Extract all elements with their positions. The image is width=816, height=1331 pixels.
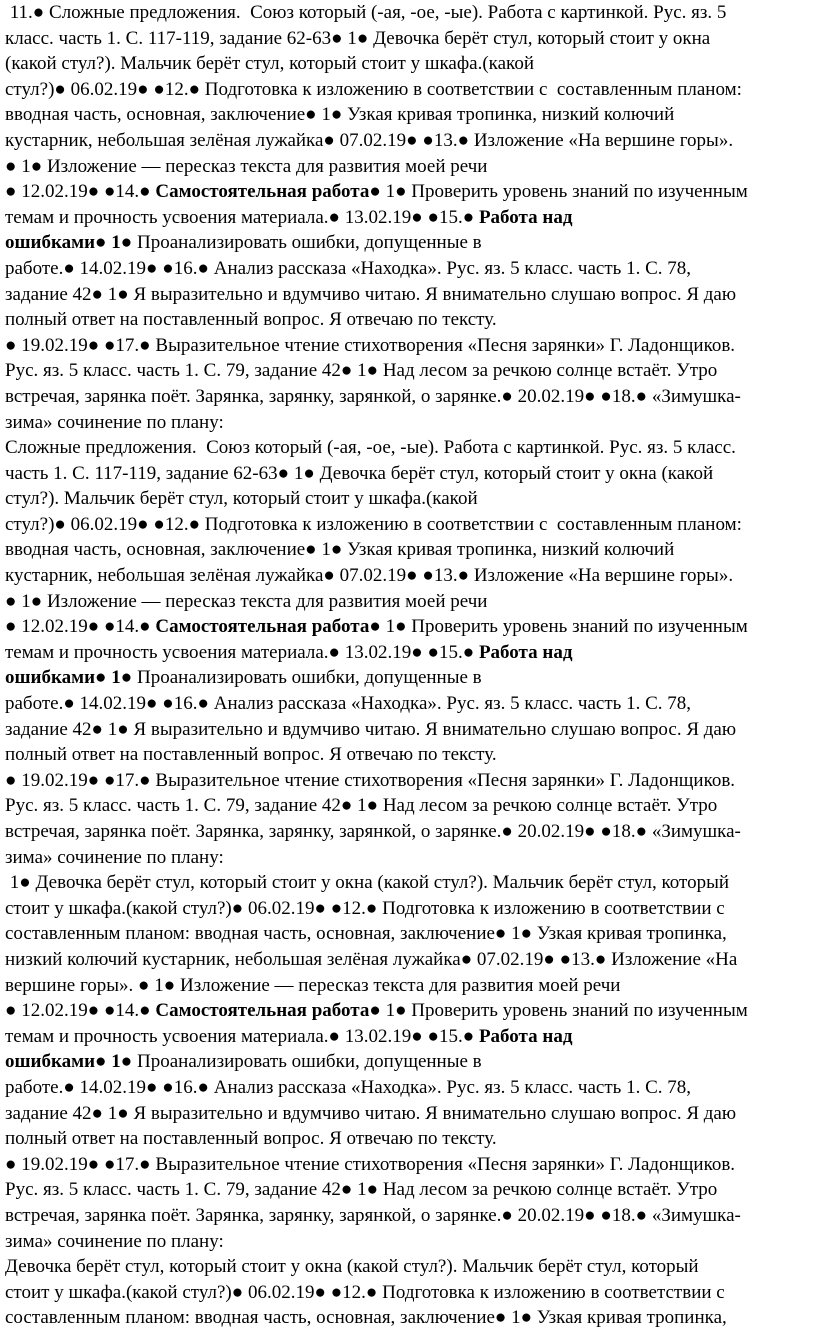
text-line — [5, 1229, 810, 1255]
bold-text: Самостоятельная работа — [155, 616, 370, 638]
text-line — [5, 589, 810, 615]
text-line — [5, 1203, 810, 1229]
bold-text: ● 1● — [95, 1051, 137, 1073]
text-line — [5, 102, 810, 128]
text-run: стоит у шкафа.(какой стул?)● 06.02.19● ●12.● Подготовка к изложению в соответствии с — [5, 1281, 725, 1303]
text-line — [5, 435, 810, 461]
text-block — [5, 0, 810, 435]
text-line — [5, 845, 810, 871]
text-run: ● 19.02.19● ●17.● Выразительное чтение стихотворения «Песня зарянки» Г. Ладонщиков. — [5, 769, 736, 791]
text-run: ● 19.02.19● ●17.● Выразительное чтение стихотворения «Песня зарянки» Г. Ладонщиков. — [5, 334, 736, 356]
text-line — [5, 1254, 810, 1280]
text-run: ● 19.02.19● ●17.● Выразительное чтение стихотворения «Песня зарянки» Г. Ладонщиков. — [5, 1153, 736, 1175]
text-run: кустарник, небольшая зелёная лужайка● 07.02.19● ●13.● Изложение «На вершине горы». — [5, 565, 734, 587]
text-line — [5, 1024, 810, 1050]
bold-text: Работа над — [478, 1025, 573, 1047]
text-run: стул?). Мальчик берёт стул, который стоит у шкафа.(какой — [5, 488, 478, 510]
text-line — [5, 128, 810, 154]
text-line — [5, 512, 810, 538]
text-line — [5, 1152, 810, 1178]
text-run: полный ответ на поставленный вопрос. Я отвечаю по тексту. — [5, 744, 497, 766]
text-run: вводная часть, основная, заключение● 1● Узкая кривая тропинка, низкий колючий — [5, 539, 675, 561]
text-line — [5, 921, 810, 947]
text-run: ● 12.02.19● ●14.● — [5, 616, 156, 638]
text-line — [5, 1049, 810, 1075]
bold-text: Работа над — [478, 641, 573, 663]
text-line — [5, 1101, 810, 1127]
bold-text: ● 1● — [95, 667, 137, 689]
text-line — [5, 1126, 810, 1152]
text-run: Проанализировать ошибки, допущенные в — [137, 232, 482, 254]
text-line — [5, 1177, 810, 1203]
text-line — [5, 230, 810, 256]
text-line — [5, 742, 810, 768]
text-run: ● 1● Изложение — пересказ текста для развития моей речи — [5, 155, 488, 177]
text-run: 1● Девочка берёт стул, который стоит у окна (какой стул?). Мальчик берёт стул, который — [5, 872, 730, 894]
bold-text: ошибками — [5, 232, 96, 254]
text-run: составленным планом: вводная часть, основная, заключение● 1● Узкая кривая тропинка, — [5, 923, 727, 945]
text-run: вершине горы». ● 1● Изложение — пересказ текста для развития моей речи — [5, 974, 621, 996]
text-run: Рус. яз. 5 класс. часть 1. С. 79, задание 42● 1● Над лесом за речкою солнце встаёт. Утро — [5, 360, 718, 382]
text-run: стул?)● 06.02.19● ●12.● Подготовка к изложению в соответствии с составленным планом: — [5, 513, 742, 535]
text-run: ● 12.02.19● ●14.● — [5, 1000, 156, 1022]
text-line — [5, 998, 810, 1024]
text-line — [5, 256, 810, 282]
text-line — [5, 307, 810, 333]
text-line — [5, 358, 810, 384]
text-run: работе.● 14.02.19● ●16.● Анализ рассказа «Находка». Рус. яз. 5 класс. часть 1. С. 78, — [5, 693, 691, 715]
text-run: зима» сочинение по плану: — [5, 846, 224, 868]
text-line — [5, 665, 810, 691]
text-run: ● 12.02.19● ●14.● — [5, 181, 156, 203]
text-line — [5, 537, 810, 563]
text-run: Сложные предложения. Союз который (-ая, -ое, -ые). Работа с картинкой. Рус. яз. 5 класс. — [5, 437, 736, 459]
text-run: стоит у шкафа.(какой стул?)● 06.02.19● ●12.● Подготовка к изложению в соответствии с — [5, 897, 725, 919]
text-run: работе.● 14.02.19● ●16.● Анализ рассказа «Находка». Рус. яз. 5 класс. часть 1. С. 78, — [5, 1076, 691, 1098]
bold-text: ошибками — [5, 1051, 96, 1073]
text-line — [5, 179, 810, 205]
text-run: ● 1● Изложение — пересказ текста для развития моей речи — [5, 590, 488, 612]
text-run: встречая, зарянка поёт. Зарянка, зарянку, зарянкой, о зарянке.● 20.02.19● ●18.● «Зимушка- — [5, 821, 741, 842]
text-block — [5, 870, 810, 1254]
text-run: полный ответ на поставленный вопрос. Я отвечаю по тексту. — [5, 1128, 497, 1150]
text-run: задание 42● 1● Я выразительно и вдумчиво читаю. Я внимательно слушаю вопрос. Я даю — [5, 1102, 737, 1124]
text-block — [5, 435, 810, 870]
text-line — [5, 563, 810, 589]
text-run: низкий колючий кустарник, небольшая зелёная лужайка● 07.02.19● ●13.● Изложение «На — [5, 948, 738, 970]
text-run: темам и прочность усвоения материала.● 13.02.19● ●15.● — [5, 641, 479, 663]
text-line — [5, 870, 810, 896]
text-run: класс. часть 1. С. 117-119, задание 62-63● 1● Девочка берёт стул, который стоит у окна — [5, 27, 711, 49]
text-line — [5, 486, 810, 512]
text-run: зима» сочинение по плану: — [5, 411, 224, 433]
text-line — [5, 1075, 810, 1101]
bold-text: Работа над — [478, 206, 573, 228]
text-run: зима» сочинение по плану: — [5, 1230, 224, 1252]
text-line — [5, 717, 810, 743]
bold-text: ● 1● — [95, 232, 137, 254]
bold-text: Самостоятельная работа — [155, 181, 370, 203]
text-run: работе.● 14.02.19● ●16.● Анализ рассказа «Находка». Рус. яз. 5 класс. часть 1. С. 78, — [5, 257, 691, 279]
text-run: полный ответ на поставленный вопрос. Я отвечаю по тексту. — [5, 309, 497, 331]
text-line — [5, 333, 810, 359]
text-line — [5, 947, 810, 973]
text-line — [5, 768, 810, 794]
text-line — [5, 154, 810, 180]
text-line — [5, 205, 810, 231]
text-block — [5, 1254, 810, 1331]
text-line — [5, 77, 810, 103]
text-run: 11.● Сложные предложения. Союз который (-ая, -ое, -ые). Работа с картинкой. Рус. яз. 5 — [5, 2, 727, 23]
text-run: Девочка берёт стул, который стоит у окна (какой стул?). Мальчик берёт стул, который — [5, 1256, 699, 1278]
text-run: задание 42● 1● Я выразительно и вдумчиво читаю. Я внимательно слушаю вопрос. Я даю — [5, 718, 737, 740]
text-line — [5, 614, 810, 640]
text-line — [5, 1280, 810, 1306]
text-run: ● 1● Проверить уровень знаний по изученным — [369, 181, 748, 203]
text-run: встречая, зарянка поёт. Зарянка, зарянку, зарянкой, о зарянке.● 20.02.19● ●18.● «Зимушка- — [5, 385, 741, 407]
text-run: составленным планом: вводная часть, основная, заключение● 1● Узкая кривая тропинка, — [5, 1307, 727, 1329]
text-run: ● 1● Проверить уровень знаний по изученным — [369, 1000, 748, 1022]
text-run: встречая, зарянка поёт. Зарянка, зарянку, зарянкой, о зарянке.● 20.02.19● ●18.● «Зимушка- — [5, 1204, 741, 1226]
text-run: стул?)● 06.02.19● ●12.● Подготовка к изложению в соответствии с составленным планом: — [5, 78, 742, 100]
text-line — [5, 1305, 810, 1331]
text-run: темам и прочность усвоения материала.● 13.02.19● ●15.● — [5, 1025, 479, 1047]
text-run: Проанализировать ошибки, допущенные в — [137, 1051, 482, 1073]
text-run: Проанализировать ошибки, допущенные в — [137, 667, 482, 689]
text-run: вводная часть, основная, заключение● 1● Узкая кривая тропинка, низкий колючий — [5, 104, 675, 126]
text-line — [5, 410, 810, 436]
text-line — [5, 384, 810, 410]
bold-text: Самостоятельная работа — [155, 1000, 370, 1022]
text-run: задание 42● 1● Я выразительно и вдумчиво читаю. Я внимательно слушаю вопрос. Я даю — [5, 283, 737, 305]
text-line — [5, 973, 810, 999]
text-run: кустарник, небольшая зелёная лужайка● 07.02.19● ●13.● Изложение «На вершине горы». — [5, 129, 734, 151]
text-line — [5, 640, 810, 666]
text-run: темам и прочность усвоения материала.● 13.02.19● ●15.● — [5, 206, 479, 228]
text-run: (какой стул?). Мальчик берёт стул, который стоит у шкафа.(какой — [5, 53, 534, 75]
text-line — [5, 282, 810, 308]
text-line — [5, 0, 810, 26]
text-line — [5, 461, 810, 487]
text-line — [5, 819, 810, 845]
text-run: ● 1● Проверить уровень знаний по изученным — [369, 616, 748, 638]
text-line — [5, 793, 810, 819]
text-line — [5, 896, 810, 922]
text-line — [5, 51, 810, 77]
text-run: Рус. яз. 5 класс. часть 1. С. 79, задание 42● 1● Над лесом за речкою солнце встаёт. Утро — [5, 795, 718, 817]
text-line — [5, 691, 810, 717]
text-line — [5, 26, 810, 52]
text-run: часть 1. С. 117-119, задание 62-63● 1● Девочка берёт стул, который стоит у окна (какой — [5, 462, 714, 484]
text-run: Рус. яз. 5 класс. часть 1. С. 79, задание 42● 1● Над лесом за речкою солнце встаёт. Утро — [5, 1179, 718, 1201]
bold-text: ошибками — [5, 667, 96, 689]
